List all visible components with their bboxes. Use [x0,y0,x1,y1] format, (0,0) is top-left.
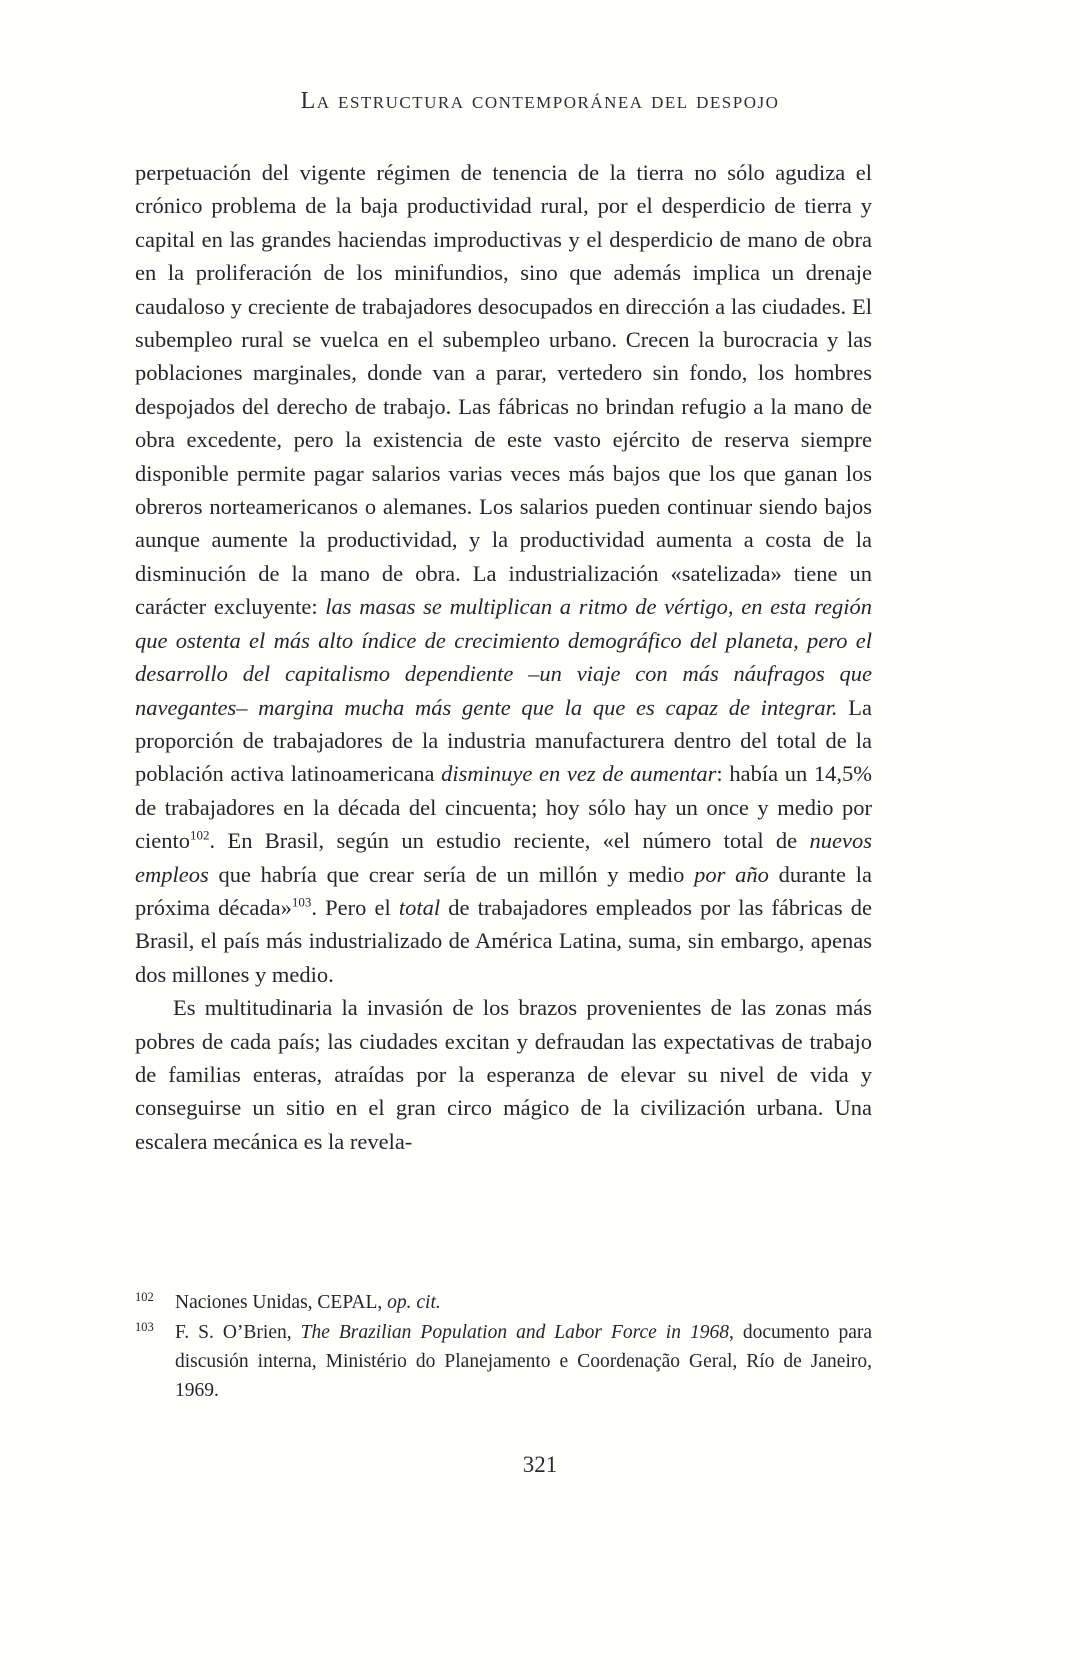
text-run-italic: total [398,894,441,920]
text-run-italic: por año [694,861,769,887]
footnote [135,1289,872,1319]
text-run-italic: nuevos empleos [135,828,872,887]
footnote-reference: 103 [291,894,312,910]
text-run: : había un 14,5% de trabajadores en la década del cincuenta; hoy sólo hay un once y medio por ciento [135,761,872,854]
footnote-marker: 103 [135,1319,154,1334]
text-run-italic: The Brazilian Population and Labor Force in 1968 [300,1321,729,1343]
text-run: Naciones Unidas, CEPAL, [175,1292,388,1313]
footnote-marker: 102 [135,1290,154,1304]
footnote-reference: 102 [189,827,210,843]
body-text [135,156,872,1158]
text-run-italic: op. cit. [387,1292,441,1313]
text-run: de trabajadores empleados por las fábricas de Brasil, el país más industrializado de América Latina, suma, sin embargo, apenas dos millones y medio. [135,894,872,987]
paragraph [135,991,872,1158]
footnote [135,1319,872,1406]
text-run: . Pero el [311,894,399,920]
footnotes-block [135,1289,872,1405]
text-run: durante la próxima década» [135,861,872,920]
running-header: La estructura contemporánea del despojo [300,88,780,114]
text-run-italic: disminuye en vez de aumentar [441,761,717,787]
text-run: perpetuación del vigente régimen de tenencia de la tierra no sólo agudiza el crónico problema de la baja productividad rural, por el desperdicio de tierra y capital en las grandes haciendas improductivas y el desperdicio de mano de obra en la proliferación de los minifundios, sino que además implica un drenaje caudaloso y creciente de trabajadores desocupados en dirección a las ciudades. El subempleo rural se vuelca en el subempleo urbano. Crecen la burocracia y las poblaciones marginales, donde van a parar, vertedero sin fondo, los hombres despojados del derecho de trabajo. Las fábricas no brindan refugio a la mano de obra excedente, pero la existencia de este vasto ejército de reserva siempre disponible permite pagar salarios varias veces más bajos que los que ganan los obreros norteamericanos o alemanes. Los salarios pueden continuar siendo bajos aunque aumente la productividad, y la productividad aumenta a costa de la disminución de la mano de obra. La industrialización «satelizada» tiene un carácter excluyente: [135,160,872,620]
text-run-italic: las masas se multiplican a ritmo de vértigo, en esta región que ostenta el más alto índice de crecimiento demográfico del planeta, pero el desarrollo del capitalismo dependiente –un viaje con más náufragos que navegantes– margina mucha más gente que la que es capaz de integrar. [135,594,872,720]
text-run: Es multitudinaria la invasión de los brazos provenientes de las zonas más pobres de cada país; las ciudades excitan y defraudan las expectativas de trabajo de familias enteras, atraídas por la esperanza de elevar su nivel de vida y conseguirse un sitio en el gran circo mágico de la civilización urbana. Una escalera mecánica es la revela- [135,995,872,1154]
page-number: 321 [522,1452,558,1477]
paragraph [135,156,872,991]
text-run: F. S. O’Brien, [175,1321,301,1343]
text-run: . En Brasil, según un estudio reciente, «el número total de [209,828,810,854]
text-run: La proporción de trabajadores de la industria manufacturera dentro del total de la población activa latinoamericana [135,694,872,787]
text-run: que habría que crear sería de un millón y medio [208,861,695,887]
text-run: , documento para discusión interna, Ministério do Planejamento e Coordenação Geral, Río de Janeiro, 1969. [175,1321,872,1401]
